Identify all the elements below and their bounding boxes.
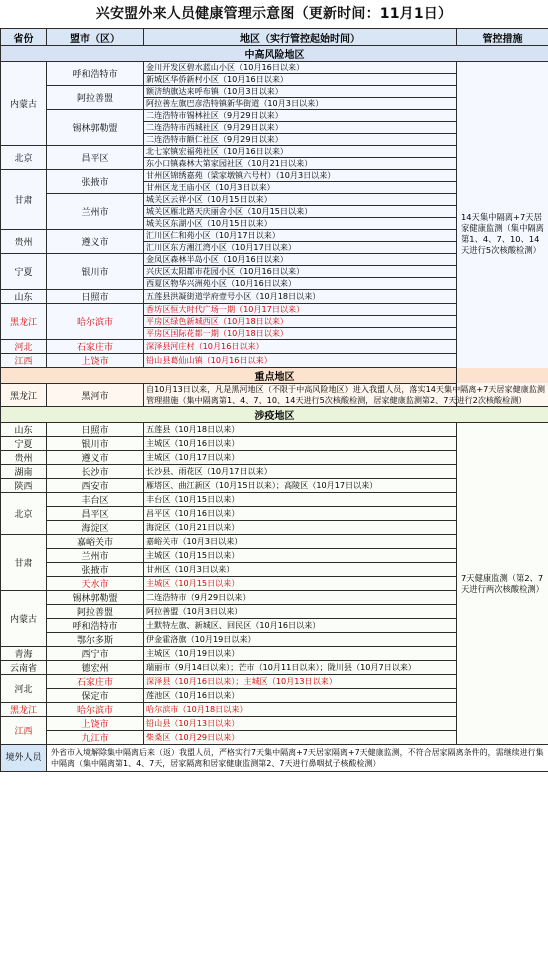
city-cell: 锡林郭勒盟 [47,591,144,605]
city-cell: 张掖市 [47,170,144,194]
health-management-table [0,28,548,772]
city-cell: 海淀区 [47,521,144,535]
province-cell: 贵州 [1,230,47,254]
province-cell: 北京 [1,493,47,535]
area-cell: 长沙县、雨花区（10月17日以来） [144,465,457,479]
area-cell: 柴桑区（10月29日以来） [144,731,457,745]
area-cell: 海淀区（10月21日以来） [144,521,457,535]
province-cell: 青海 [1,647,47,661]
province-cell: 甘肃 [1,535,47,591]
area-cell: 伊金霍洛旗（10月19日以来） [144,633,457,647]
city-cell: 遵义市 [47,230,144,254]
area-cell: 铅山县（10月13日以来） [144,717,457,731]
city-cell: 哈尔滨市 [47,304,144,340]
header-measure: 管控措施 [457,29,548,46]
area-cell: 瑞丽市（9月14日以来）；芒市（10月11日以来）；陇川县（10月7日以来） [144,661,457,675]
city-cell: 上饶市 [47,354,144,368]
area-cell: 铅山县葛仙山镇（10月16日以来） [144,354,457,368]
table-header-row [1,29,548,46]
area-cell: 阿拉善左旗巴彦浩特镇新华街道（10月3日以来） [144,98,457,110]
area-cell: 主城区（10月15日以来） [144,577,457,591]
high-risk-measure: 14天集中隔离+7天居家健康监测（集中隔离第1、4、7、10、14天进行5次核酸检测） [457,62,548,407]
area-cell: 甘州区锦绣嘉苑（梁家墩镇六号村）（10月3日以来） [144,170,457,182]
area-cell: 东小口镇森林大第家园社区（10月21日以来） [144,158,457,170]
city-cell: 哈尔滨市 [47,703,144,717]
area-cell: 深泽县河庄村（10月16日以来） [144,340,457,354]
key-area-section-title-row [1,368,548,384]
city-cell: 兰州市 [47,194,144,230]
city-cell: 保定市 [47,689,144,703]
overseas-row [1,745,548,772]
key-area-row [1,384,548,407]
area-cell: 甘州区（10月3日以来） [144,563,457,577]
area-cell: 主城区（10月19日以来） [144,647,457,661]
header-area: 地区（实行管控起始时间） [144,29,457,46]
area-cell: 阿拉善盟（10月3日以来） [144,605,457,619]
infected-section-title-row [1,407,548,423]
province-cell: 内蒙古 [1,62,47,146]
city-cell: 上饶市 [47,717,144,731]
area-cell: 主城区（10月15日以来） [144,549,457,563]
area-cell: 新城区华侨新村小区（10月16日以来） [144,74,457,86]
area-cell: 五莲县洪凝街道学府壹号小区（10月18日以来） [144,290,457,304]
area-cell: 汇川区东方湘江湾小区（10月17日以来） [144,242,457,254]
province-cell: 江西 [1,354,47,368]
header-province: 省份 [1,29,47,46]
area-cell: 兴庆区太阳都市花园小区（10月16日以来） [144,266,457,278]
city-cell: 日照市 [47,423,144,437]
city-cell: 张掖市 [47,563,144,577]
city-cell: 九江市 [47,731,144,745]
key-area-text: 自10月13日以来，凡是黑河地区（不限于中高风险地区）进入我盟人员，落实14天集中隔离+7天居家健康监测管理措施（集中隔离第1、4、7、10、14天进行5次核酸检测，居家健康监测第2、7天进行2次核酸检测） [144,384,548,407]
province-cell: 甘肃 [1,170,47,230]
area-cell: 雁塔区、曲江新区（10月15日以来）；高陵区（10月17日以来） [144,479,457,493]
area-cell: 嘉峪关市（10月3日以来） [144,535,457,549]
province-cell: 宁夏 [1,437,47,451]
city-cell: 日照市 [47,290,144,304]
province-cell: 黑龙江 [1,304,47,340]
city-cell: 银川市 [47,437,144,451]
city-cell: 呼和浩特市 [47,619,144,633]
area-cell: 香坊区恒大时代广场一期（10月17日以来） [144,304,457,316]
area-cell: 哈尔滨市（10月18日以来） [144,703,457,717]
area-cell: 甘州区龙王庙小区（10月3日以来） [144,182,457,194]
area-cell: 昌平区（10月16日以来） [144,507,457,521]
high-risk-section-title-row [1,46,548,62]
city-cell: 天水市 [47,577,144,591]
province-cell: 陕西 [1,479,47,493]
area-cell: 西夏区物华兴洲苑小区（10月16日以来） [144,278,457,290]
area-cell: 深泽县（10月16日以来）；主城区（10月13日以来） [144,675,457,689]
area-cell: 主城区（10月17日以来） [144,451,457,465]
area-cell: 主城区（10月16日以来） [144,437,457,451]
area-cell: 二连浩特市（9月29日以来） [144,591,457,605]
area-cell: 城关区东湖小区（10月15日以来） [144,218,457,230]
area-cell: 平房区国际花都一期（10月18日以来） [144,328,457,340]
city-cell: 德宏州 [47,661,144,675]
city-cell: 西宁市 [47,647,144,661]
high-risk-row [1,62,548,74]
province-cell: 河北 [1,675,47,703]
city-cell: 银川市 [47,254,144,290]
area-cell: 北七家镇宏福苑社区（10月16日以来） [144,146,457,158]
city-cell: 长沙市 [47,465,144,479]
city-cell: 石家庄市 [47,340,144,354]
city-cell: 黑河市 [47,384,144,407]
area-cell: 金凤区森林半岛小区（10月16日以来） [144,254,457,266]
area-cell: 土默特左旗、新城区、回民区（10月16日以来） [144,619,457,633]
city-cell: 鄂尔多斯 [47,633,144,647]
city-cell: 阿拉善盟 [47,86,144,110]
city-cell: 兰州市 [47,549,144,563]
province-cell: 江西 [1,717,47,745]
area-cell: 城关区雁北路天庆丽舍小区（10月15日以来） [144,206,457,218]
infected-row [1,423,548,437]
area-cell: 金川开发区碧水蓝山小区（10月16日以来） [144,62,457,74]
city-cell: 昌平区 [47,507,144,521]
city-cell: 石家庄市 [47,675,144,689]
province-cell: 山东 [1,290,47,304]
infected-measure: 7天健康监测（第2、7天进行两次核酸检测） [457,423,548,745]
province-cell: 山东 [1,423,47,437]
area-cell: 二连浩特市西城社区（9月29日以来） [144,122,457,134]
city-cell: 丰台区 [47,493,144,507]
area-cell: 莲池区（10月16日以来） [144,689,457,703]
province-cell: 湖南 [1,465,47,479]
province-cell: 黑龙江 [1,384,47,407]
province-cell: 河北 [1,340,47,354]
province-cell: 贵州 [1,451,47,465]
province-cell: 黑龙江 [1,703,47,717]
infected-section-title: 涉疫地区 [1,407,548,423]
area-cell: 二连浩特市额仁社区（9月29日以来） [144,134,457,146]
area-cell: 平房区绿色新城西区（10月18日以来） [144,316,457,328]
header-city: 盟市（区） [47,29,144,46]
overseas-label: 境外人员 [1,745,47,772]
city-cell: 呼和浩特市 [47,62,144,86]
area-cell: 汇川区仁和苑小区（10月17日以来） [144,230,457,242]
city-cell: 锡林郭勒盟 [47,110,144,146]
province-cell: 内蒙古 [1,591,47,647]
province-cell: 宁夏 [1,254,47,290]
key-area-section-title: 重点地区 [1,368,548,384]
document-title: 兴安盟外来人员健康管理示意图（更新时间：11月1日） [95,6,453,22]
city-cell: 阿拉善盟 [47,605,144,619]
overseas-text: 外省市入境解除集中隔离后来（返）我盟人员，严格实行7天集中隔离+7天居家隔离+7天健康监测，不符合居家隔离条件的，需继续进行集中隔离（集中隔离第1、4、7天，居家隔离和居家健康监测第2、7天进行鼻咽拭子核酸检测） [47,745,548,772]
high-risk-section-title: 中高风险地区 [1,46,548,62]
area-cell: 额济纳旗达来呼布镇（10月3日以来） [144,86,457,98]
province-cell: 云南省 [1,661,47,675]
province-cell: 北京 [1,146,47,170]
area-cell: 五莲县（10月18日以来） [144,423,457,437]
area-cell: 丰台区（10月15日以来） [144,493,457,507]
city-cell: 昌平区 [47,146,144,170]
city-cell: 西安市 [47,479,144,493]
area-cell: 二连浩特市锡林社区（9月29日以来） [144,110,457,122]
city-cell: 遵义市 [47,451,144,465]
city-cell: 嘉峪关市 [47,535,144,549]
area-cell: 城关区云祥小区（10月15日以来） [144,194,457,206]
